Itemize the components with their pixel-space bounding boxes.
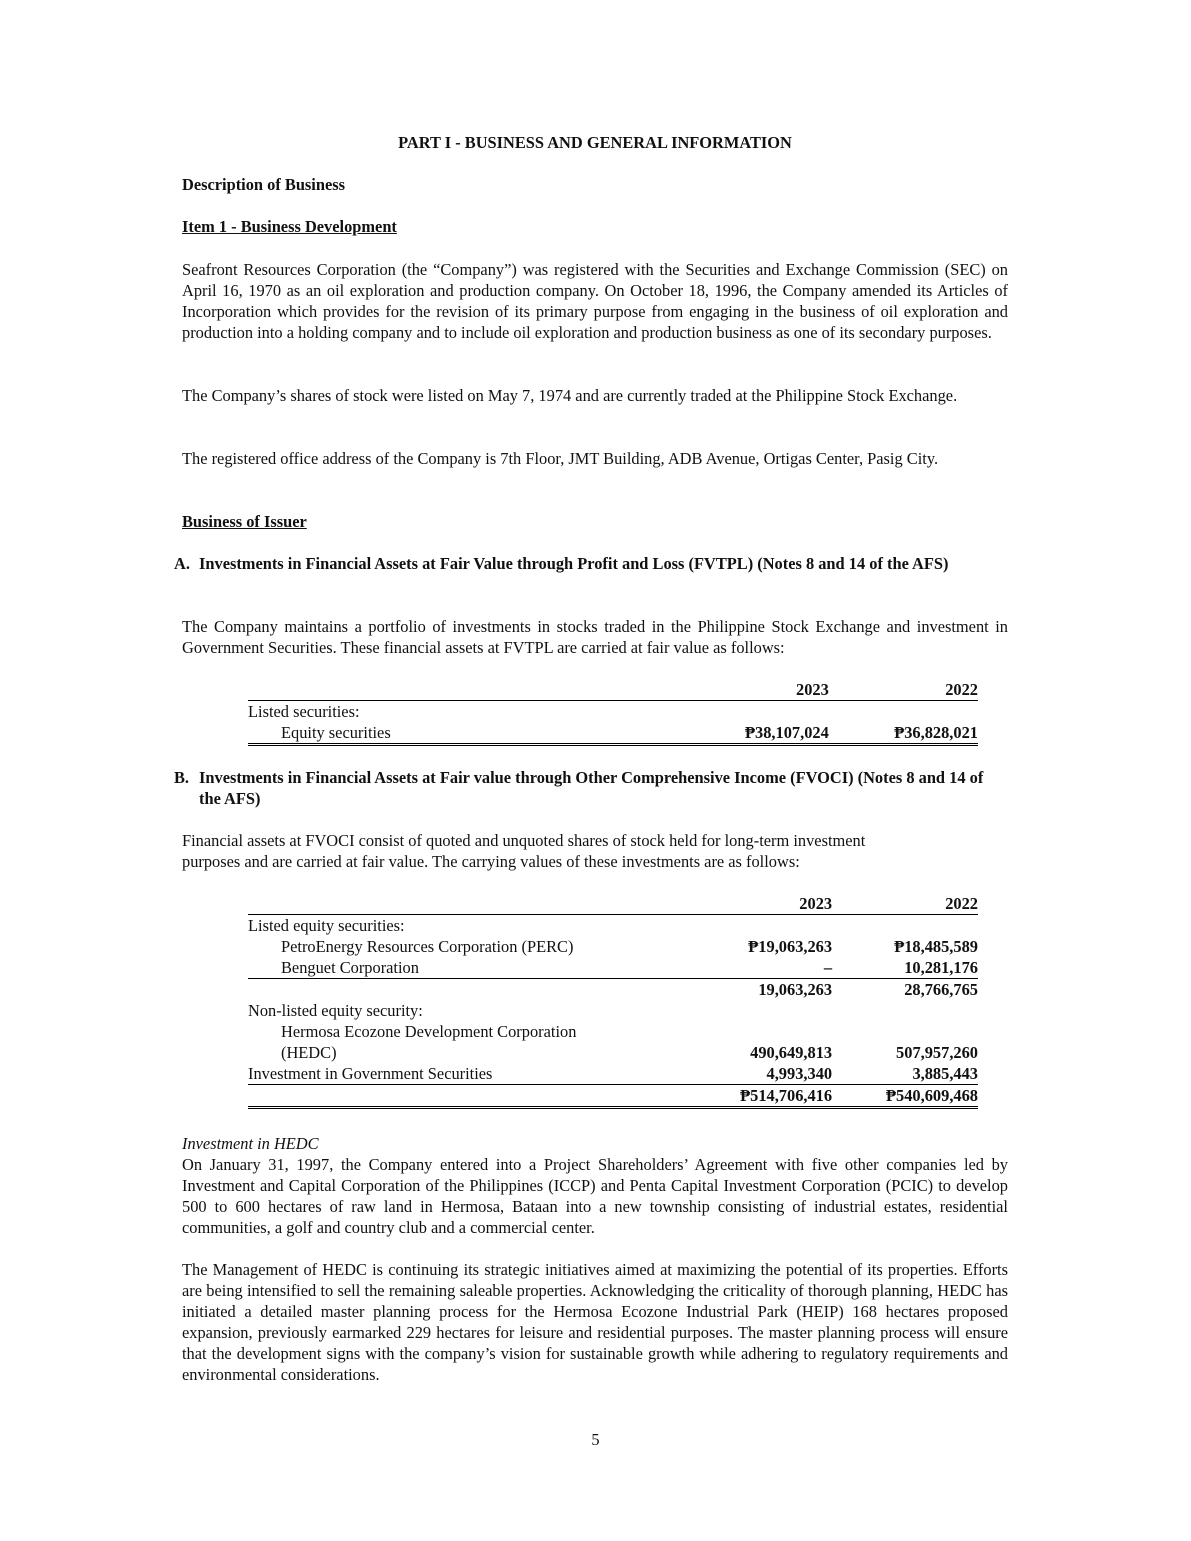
perc-label: PetroEnergy Resources Corporation (PERC) <box>281 937 574 956</box>
hedc-2022-value: 507,957,260 <box>896 1043 978 1062</box>
table-row <box>248 1042 978 1063</box>
hedc-paragraph-1: On January 31, 1997, the Company entered into a Project Shareholders’ Agreement with five other companies led by Investment and Capital Corporation of the Philippines (ICCP) and Penta Capital Investment Corporation (PCIC) to develop 500 to 600 hectares of raw land in Hermosa, Bataan into a new township consisting of industrial estates, residential communities, a golf and country club and a commercial center. <box>182 1155 1008 1237</box>
equity-2022-value: ₱36,828,021 <box>839 722 978 745</box>
section-b-title: Investments in Financial Assets at Fair value through Other Comprehensive Income (FVOCI) (Notes 8 and 14 of the AFS) <box>199 768 984 808</box>
table-row <box>248 701 978 723</box>
benguet-label: Benguet Corporation <box>248 957 696 979</box>
subtotal-2022-value: 28,766,765 <box>904 980 978 999</box>
fvoci-table <box>248 893 978 1109</box>
item1-heading-wrap <box>182 216 1008 237</box>
subtotal-2023-value: 19,063,263 <box>758 980 833 999</box>
section-a-heading <box>174 553 1008 574</box>
perc-2022-value: ₱18,485,589 <box>894 937 978 956</box>
page-number: 5 <box>591 1430 600 1449</box>
section-a-paragraph: The Company maintains a portfolio of investments in stocks traded in the Philippine Stock Exchange and investment in Government Securities. These financial assets at FVTPL are carried at fair value as follows: <box>182 617 1008 657</box>
hedc-label-line-2: (HEDC) <box>281 1043 337 1062</box>
total-2022-value: ₱540,609,468 <box>842 1085 978 1108</box>
table-row <box>248 957 978 979</box>
table-row <box>248 915 978 937</box>
table-row <box>248 936 978 957</box>
gov-2022-value: 3,885,443 <box>842 1063 978 1085</box>
year-2023-header: 2023 <box>690 679 839 701</box>
year-2022-header: 2022 <box>842 893 978 915</box>
benguet-2022-value: 10,281,176 <box>842 957 978 979</box>
section-b-letter: B. <box>174 768 190 787</box>
hedc-paragraph-2: The Management of HEDC is continuing its strategic initiatives aimed at maximizing the potential of its properties. Efforts are being intensified to sell the remaining saleable properties. Acknowledging the criticality of thorough planning, HEDC has initiated a detailed master planning process for the Hermosa Ecozone Industrial Park (HEIP) 168 hectares proposed expansion, previously earmarked 229 hectares for leisure and residential purposes. The master planning process will ensure that the development signs with the company’s vision for sustainable growth while adhering to regulatory requirements and environmental considerations. <box>182 1260 1008 1384</box>
table-row <box>248 722 978 745</box>
table-header-row <box>248 893 978 915</box>
gov-securities-label: Investment in Government Securities <box>248 1063 696 1085</box>
total-2023-value: ₱514,706,416 <box>696 1085 842 1108</box>
section-b-paragraph <box>182 830 1008 872</box>
business-paragraph-2: The Company’s shares of stock were listed on May 7, 1974 and are currently traded at the Philippine Stock Exchange. <box>182 386 958 405</box>
table-header-row <box>248 679 978 701</box>
hedc-label-line-1: Hermosa Ecozone Development Corporation <box>281 1022 577 1041</box>
fvtpl-table <box>248 679 978 746</box>
hedc-heading: Investment in HEDC <box>182 1134 319 1153</box>
year-2022-header: 2022 <box>839 679 978 701</box>
business-paragraph-1: Seafront Resources Corporation (the “Company”) was registered with the Securities and Exchange Commission (SEC) on April 16, 1970 as an oil exploration and production company. On October 18, 1996, the Company amended its Articles of Incorporation which provides for the revision of its primary purpose from engaging in the business of oil exploration and production into a holding company and to include oil exploration and production business as one of its secondary purposes. <box>182 260 1008 342</box>
nonlisted-equity-label: Non-listed equity security: <box>248 1001 423 1020</box>
section-b-paragraph-line-2: purposes and are carried at fair value. The carrying values of these investments are as follows: <box>182 852 800 871</box>
table-row <box>248 979 978 1001</box>
listed-equity-label: Listed equity securities: <box>248 916 405 935</box>
year-2023-header: 2023 <box>696 893 842 915</box>
benguet-2023-value: – <box>696 957 842 979</box>
table-row <box>248 1021 978 1042</box>
listed-securities-label: Listed securities: <box>248 702 360 721</box>
business-issuer-heading: Business of Issuer <box>182 512 307 531</box>
equity-securities-label: Equity securities <box>248 722 690 745</box>
business-paragraph-3: The registered office address of the Company is 7th Floor, JMT Building, ADB Avenue, Ortigas Center, Pasig City. <box>182 449 939 468</box>
table-total-row <box>248 1085 978 1108</box>
section-a-title: Investments in Financial Assets at Fair Value through Profit and Loss (FVTPL) (Notes 8 and 14 of the AFS) <box>199 554 949 573</box>
part-title: PART I - BUSINESS AND GENERAL INFORMATION <box>398 133 792 152</box>
section-b-paragraph-line-1: Financial assets at FVOCI consist of quoted and unquoted shares of stock held for long-term investment <box>182 831 866 850</box>
perc-2023-value: ₱19,063,263 <box>748 937 833 956</box>
business-issuer-heading-wrap <box>182 511 1008 532</box>
table-row <box>248 1000 978 1021</box>
gov-2023-value: 4,993,340 <box>696 1063 842 1085</box>
item1-heading: Item 1 - Business Development <box>182 217 397 236</box>
table-row <box>248 1063 978 1085</box>
hedc-2023-value: 490,649,813 <box>750 1043 833 1062</box>
equity-2023-value: ₱38,107,024 <box>690 722 839 745</box>
description-heading: Description of Business <box>182 175 346 194</box>
section-b-heading <box>174 767 1008 809</box>
section-a-letter: A. <box>174 554 190 573</box>
